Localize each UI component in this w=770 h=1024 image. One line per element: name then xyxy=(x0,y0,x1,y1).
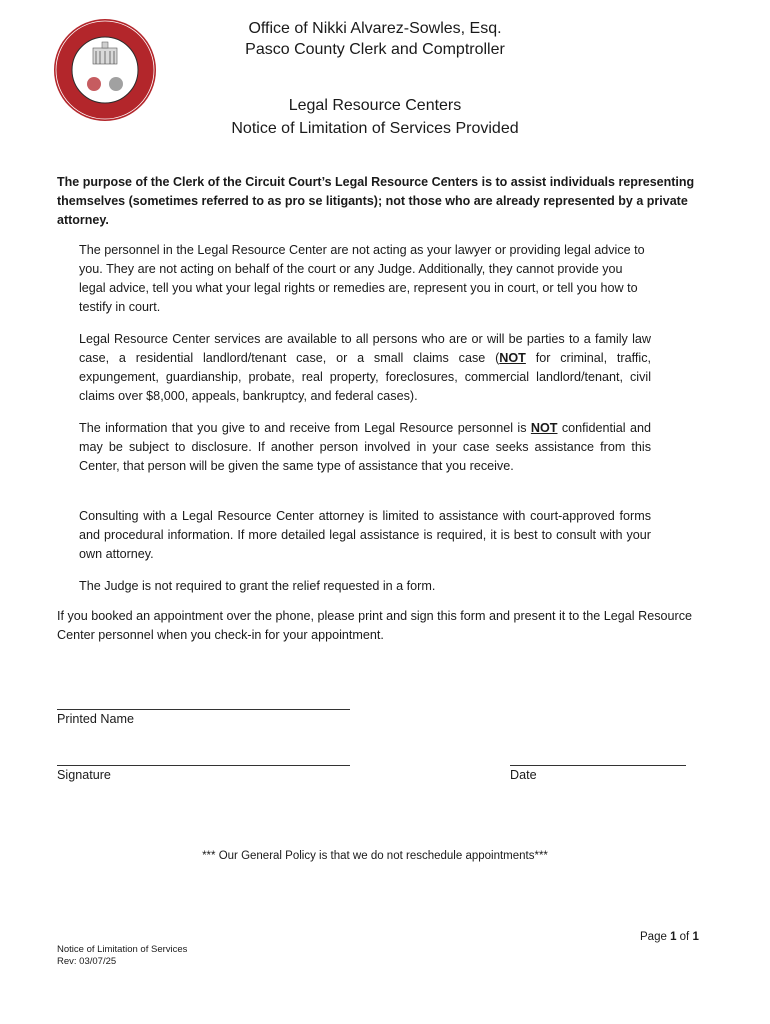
printed-name-line[interactable] xyxy=(57,709,350,710)
printed-name-label: Printed Name xyxy=(57,712,134,726)
office-name: Office of Nikki Alvarez-Sowles, Esq. xyxy=(248,20,502,37)
paragraph-judge: The Judge is not required to grant the relief requested in a form. xyxy=(79,579,436,593)
paragraph-confidentiality xyxy=(79,419,651,476)
p3-text-c: confidential and may be subject to disclosure. If another person involved in your case seeks assistance from this Center, that person will be given the same type of assistance that you receive. xyxy=(79,421,651,473)
date-line[interactable] xyxy=(510,765,686,766)
p2-text-c: for criminal, traffic, expungement, guardianship, probate, real property, foreclosures, commercial landlord/tenant, civil claims over $8,000, appeals, bankruptcy, and federal cases). xyxy=(79,351,651,403)
signature-line[interactable] xyxy=(57,765,350,766)
p3-not-emphasis: NOT xyxy=(530,421,558,435)
page-total: 1 xyxy=(692,931,699,943)
signature-label: Signature xyxy=(57,768,111,782)
title-line-2: Notice of Limitation of Services Provided xyxy=(231,120,519,137)
paragraph-services-available xyxy=(79,330,651,406)
page-indicator xyxy=(640,931,699,943)
office-title: Pasco County Clerk and Comptroller xyxy=(245,41,505,58)
footer xyxy=(57,944,187,968)
paragraph-not-lawyer: The personnel in the Legal Resource Center are not acting as your lawyer or providing legal advice to you. They are not acting on behalf of the court or any Judge. Additionally, they cannot provide you legal advice, tell you what your legal rights or remedies are, represent you in court, or tell you how to testify in court. xyxy=(79,243,645,314)
p2-not-emphasis: NOT xyxy=(499,351,526,365)
p3-text-a: The information that you give to and receive from Legal Resource personnel is xyxy=(79,421,531,435)
document-title xyxy=(160,94,590,140)
paragraph-consulting: Consulting with a Legal Resource Center attorney is limited to assistance with court-approved forms and procedural information. If more detailed legal assistance is required, it is best to consult with your own attorney. xyxy=(79,509,651,561)
purpose-statement: The purpose of the Clerk of the Circuit Court’s Legal Resource Centers is to assist individuals representing themselves (sometimes referred to as pro se litigants); not those who are already represented by a private attorney. xyxy=(57,175,695,227)
page-sep: of xyxy=(676,931,693,943)
footer-form-name: Notice of Limitation of Services xyxy=(57,944,188,955)
p2-text-a: Legal Resource Center services are available to all persons who are or will be parties to a family law case, a residential landlord/tenant case, or a small claims case ( xyxy=(79,332,651,365)
reschedule-policy: *** Our General Policy is that we do not reschedule appointments*** xyxy=(202,850,548,862)
county-seal-logo xyxy=(53,18,157,122)
page-prefix: Page xyxy=(640,931,671,943)
appointment-note: If you booked an appointment over the phone, please print and sign this form and present it to the Legal Resource Center personnel when you check-in for your appointment. xyxy=(57,609,692,642)
date-label: Date xyxy=(510,768,537,782)
title-line-1: Legal Resource Centers xyxy=(288,97,462,114)
office-header xyxy=(160,18,590,60)
footer-revision: Rev: 03/07/25 xyxy=(57,956,117,967)
page-current: 1 xyxy=(670,931,677,943)
